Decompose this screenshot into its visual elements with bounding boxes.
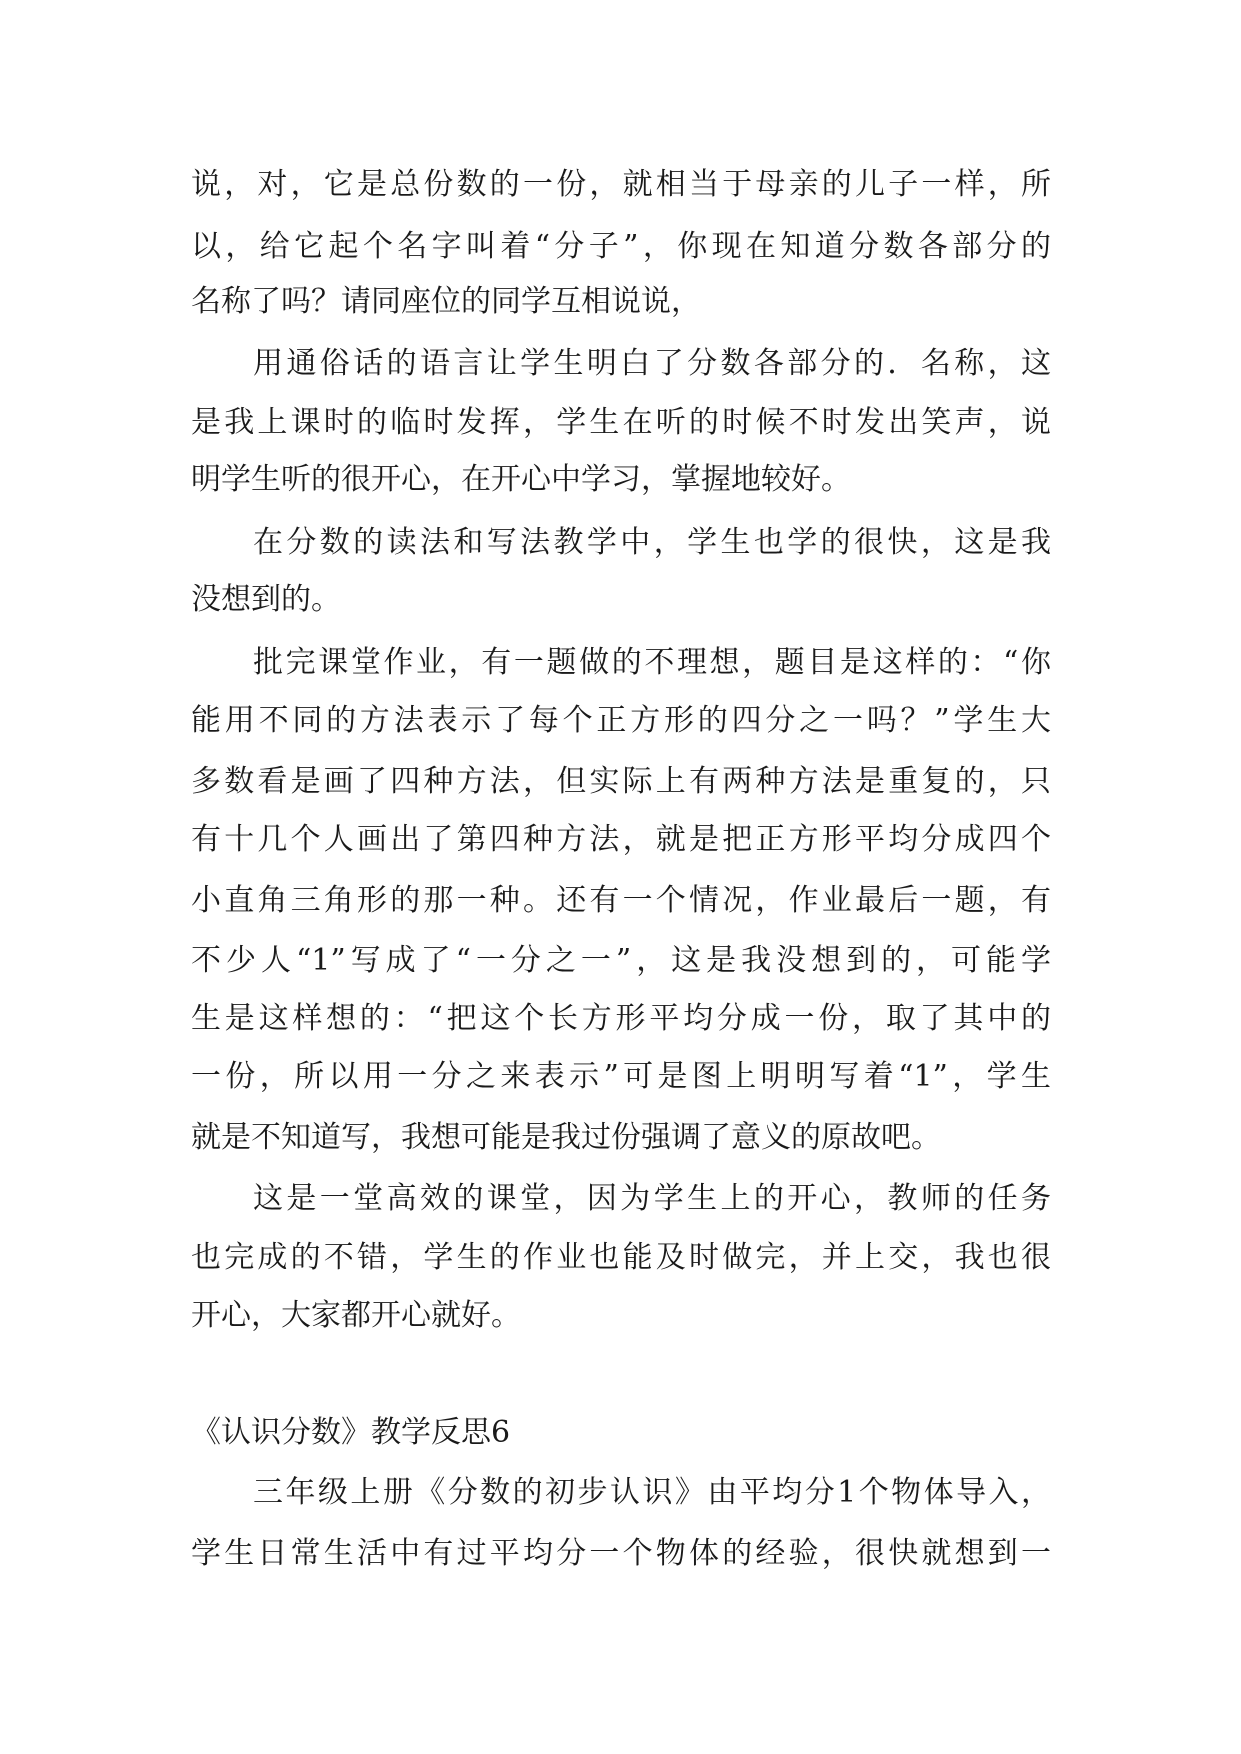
text-line: 也完成的不错，学生的作业也能及时做完，并上交，我也很 (191, 1240, 1051, 1275)
paragraph-first-line: 三年级上册《分数的初步认识》由平均分1个物体导入， (253, 1475, 1051, 1510)
text-line: 有十几个人画出了第四种方法，就是把正方形平均分成四个 (191, 822, 1051, 857)
text-line: 明学生听的很开心，在开心中学习，掌握地较好。 (191, 462, 851, 497)
text-line: 说，对，它是总份数的一份，就相当于母亲的儿子一样，所 (191, 167, 1051, 202)
text-line: 能用不同的方法表示了每个正方形的四分之一吗？”学生大 (191, 703, 1051, 738)
paragraph-first-line: 用通俗话的语言让学生明白了分数各部分的．名称，这 (253, 346, 1051, 381)
text-line: 没想到的。 (191, 582, 341, 617)
paragraph-first-line: 批完课堂作业，有一题做的不理想，题目是这样的：“你 (253, 645, 1051, 680)
text-line: 以，给它起个名字叫着“分子”，你现在知道分数各部分的 (191, 229, 1051, 264)
text-line: 生是这样想的：“把这个长方形平均分成一份，取了其中的 (191, 1001, 1051, 1036)
text-line: 一份，所以用一分之来表示”可是图上明明写着“1”，学生 (191, 1059, 1051, 1094)
text-line: 开心，大家都开心就好。 (191, 1298, 521, 1333)
text-line: 多数看是画了四种方法，但实际上有两种方法是重复的，只 (191, 764, 1051, 799)
text-line: 学生日常生活中有过平均分一个物体的经验，很快就想到一 (191, 1536, 1051, 1571)
paragraph-first-line: 在分数的读法和写法教学中，学生也学的很快，这是我 (253, 525, 1051, 560)
paragraph-first-line: 这是一堂高效的课堂，因为学生上的开心，教师的任务 (253, 1181, 1051, 1216)
section-title: 《认识分数》教学反思6 (191, 1415, 511, 1450)
text-line: 是我上课时的临时发挥，学生在听的时候不时发出笑声，说 (191, 405, 1051, 440)
text-line: 就是不知道写，我想可能是我过份强调了意义的原故吧。 (191, 1120, 941, 1155)
text-line: 不少人“1”写成了“一分之一”，这是我没想到的，可能学 (191, 943, 1051, 978)
text-line: 名称了吗？请同座位的同学互相说说， (191, 284, 701, 319)
text-line: 小直角三角形的那一种。还有一个情况，作业最后一题，有 (191, 883, 1051, 918)
